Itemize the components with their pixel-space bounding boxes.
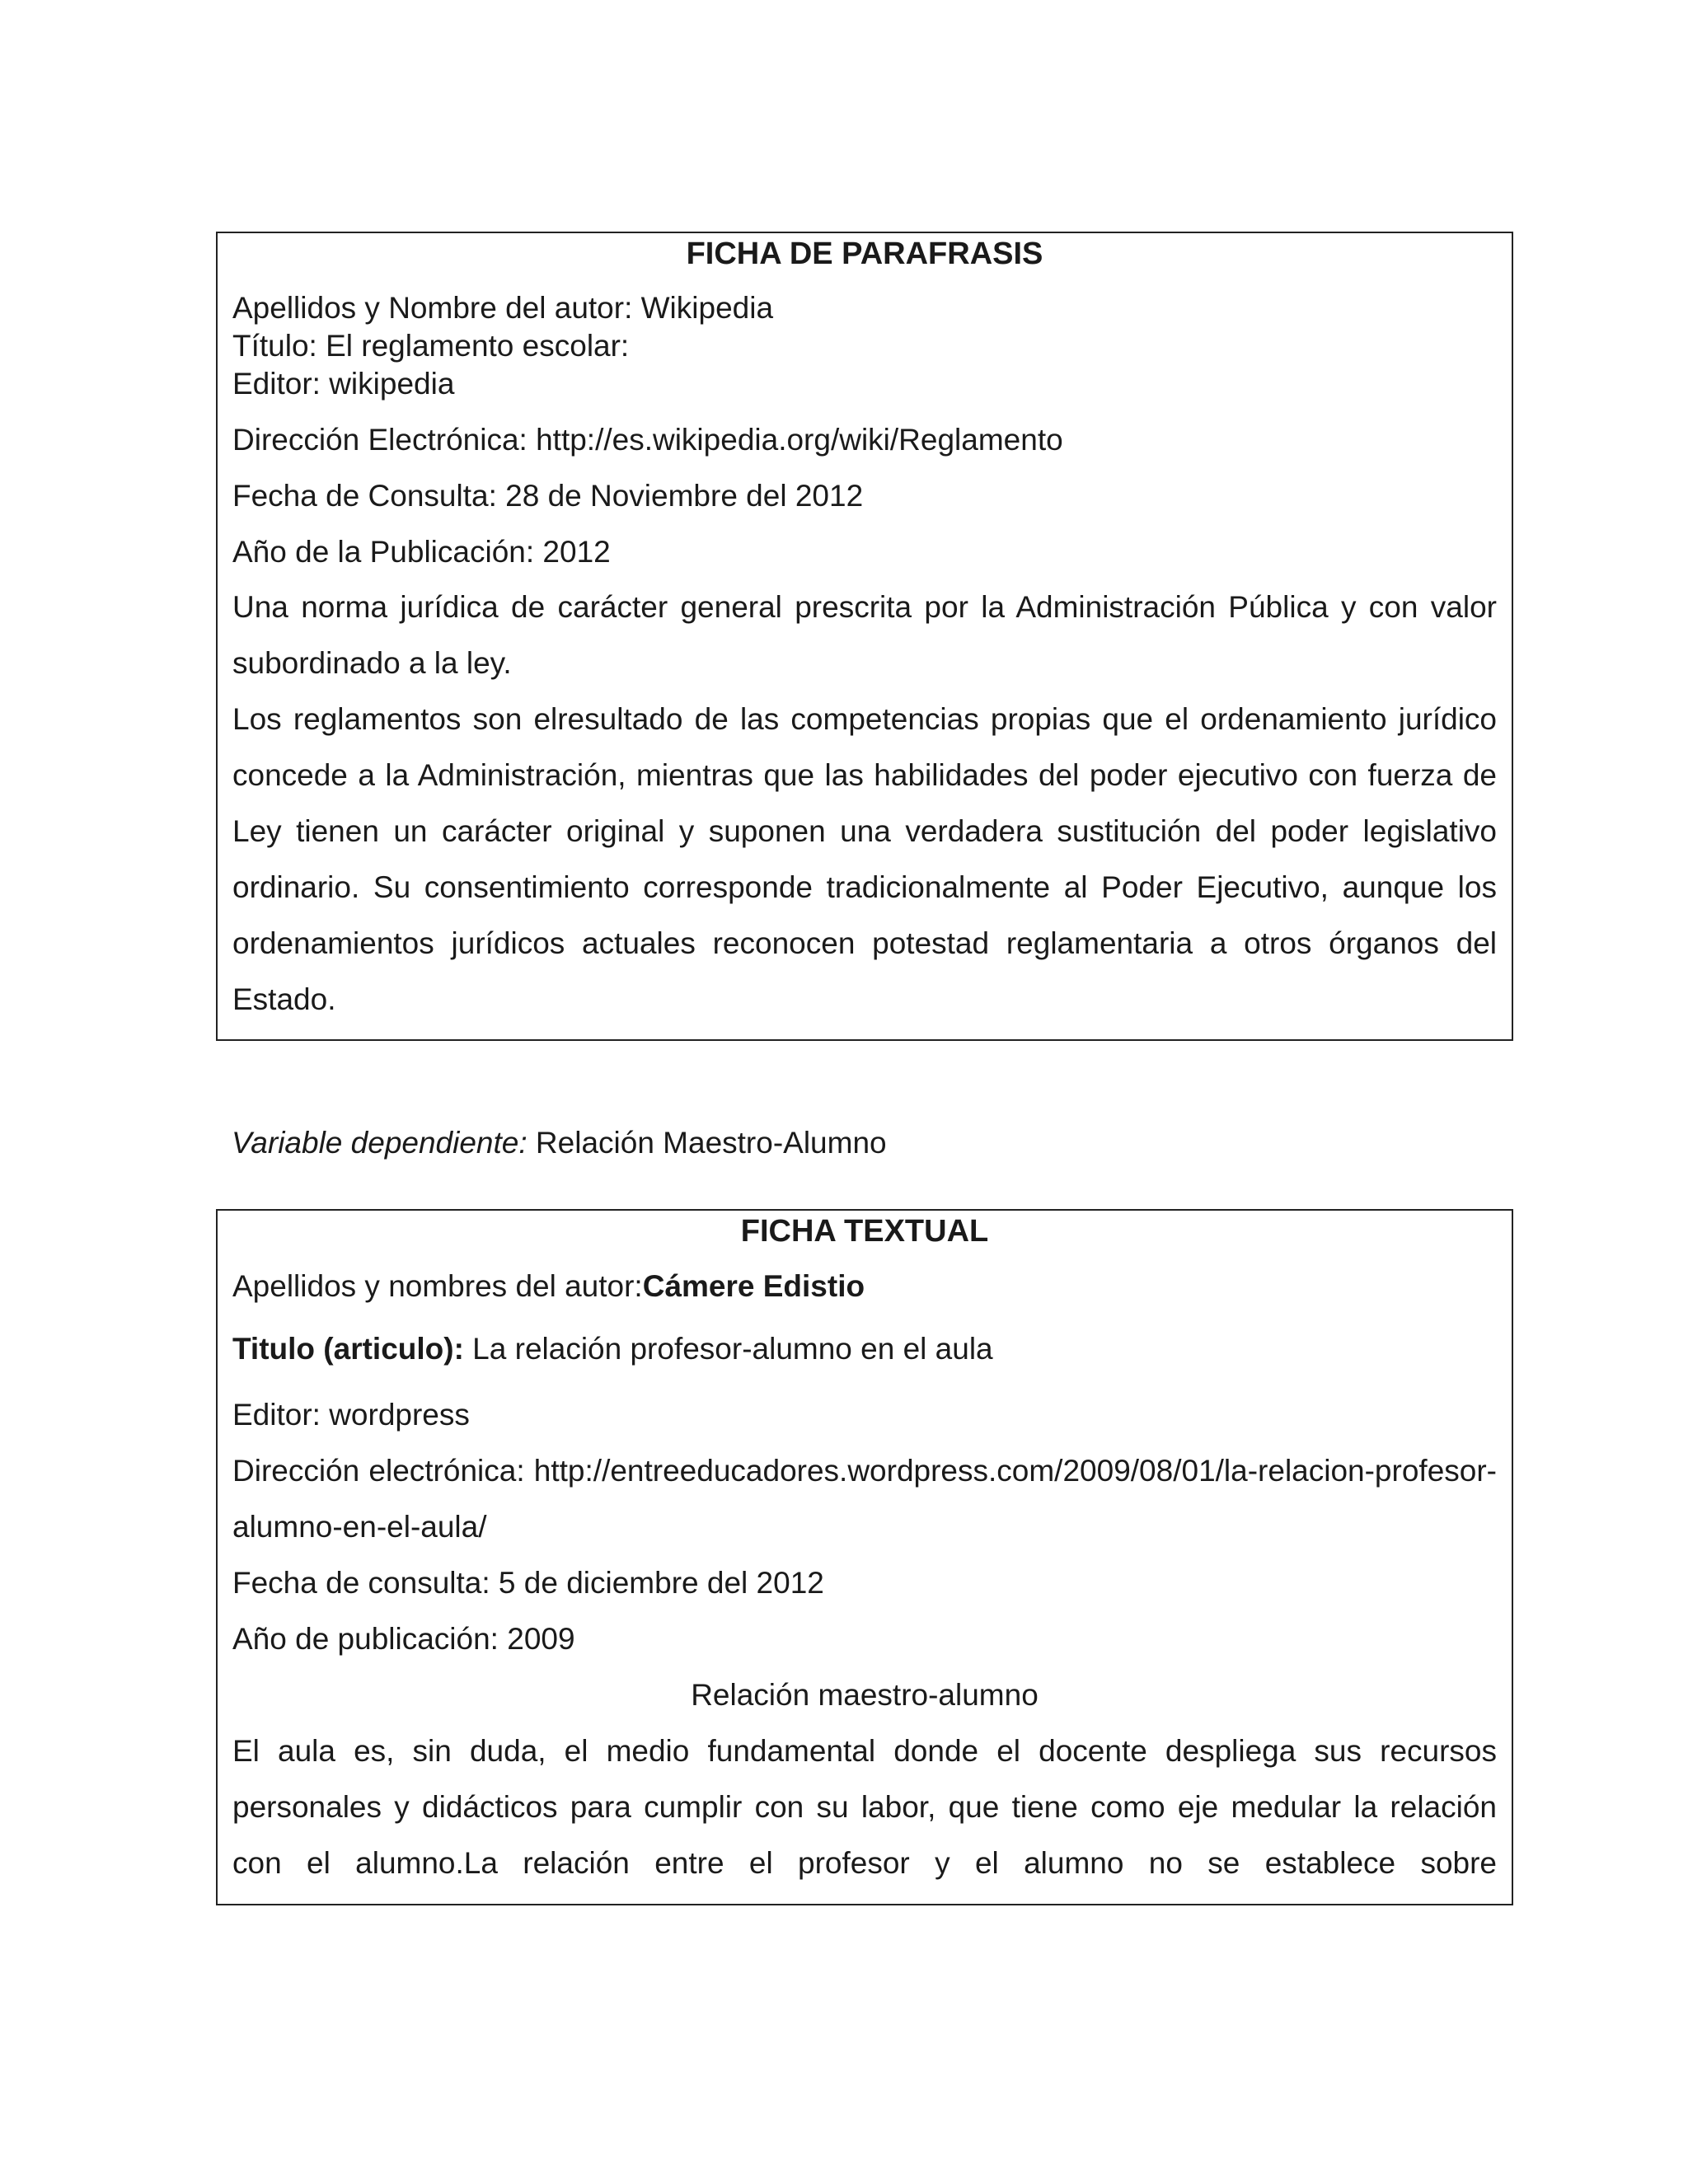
publication-year-line: Año de la Publicación: 2012 [232, 535, 611, 569]
textual-card [216, 1209, 1513, 1905]
consult-date-line: Fecha de Consulta: 28 de Noviembre del 2012 [232, 479, 864, 513]
card-title: FICHA TEXTUAL [740, 1214, 989, 1249]
author-line [232, 1267, 1497, 1306]
author-label: Apellidos y nombres del autor: [232, 1269, 643, 1303]
title-label: Titulo (articulo): [232, 1332, 464, 1366]
paraphrase-paragraph-1: Una norma jurídica de carácter general prescrita por la Administración Pública y con valor subordinado a la ley. [232, 590, 1497, 680]
section-heading: Relación maestro-alumno [691, 1678, 1039, 1712]
title-line [232, 1329, 1497, 1369]
card-title: FICHA DE PARAFRASIS [686, 237, 1043, 271]
editor-line: Editor: wordpress [232, 1398, 470, 1432]
url-line: Dirección electrónica: http://entreeducadores.wordpress.com/2009/08/01/la-relacion-profesor-alumno-en-el-aula/ [232, 1454, 1497, 1544]
publication-year-line: Año de publicación: 2009 [232, 1622, 575, 1656]
consult-date-line: Fecha de consulta: 5 de diciembre del 2012 [232, 1566, 824, 1600]
variable-value: Relación Maestro-Alumno [527, 1126, 887, 1160]
author-value: Cámere Edistio [642, 1269, 865, 1303]
variable-label: Variable dependiente: [232, 1126, 528, 1160]
paraphrase-paragraph-2: Los reglamentos son elresultado de las competencias propias que el ordenamiento jurídico concede a la Administración, mientras que las habilidades del poder ejecutivo con fuerza de Ley tienen un carácter original y suponen una verdadera sustitución del poder legislativo ordinario. Su consentimiento corresponde tradicionalmente al Poder Ejecutivo, aunque los ordenamientos jurídicos actuales reconocen potestad reglamentaria a otros órganos del Estado. [232, 702, 1497, 1016]
author-line: Apellidos y Nombre del autor: Wikipedia [232, 291, 774, 325]
quote-paragraph: El aula es, sin duda, el medio fundamental donde el docente despliega sus recursos personales y didácticos para cumplir con su labor, que tiene como eje medular la relación con el alumno.La relación entre el profesor y el alumno no se establece sobre [232, 1734, 1497, 1880]
editor-line: Editor: wikipedia [232, 367, 455, 401]
title-line: Título: El reglamento escolar: [232, 329, 630, 363]
dependent-variable-line [232, 1122, 887, 1164]
title-value: La relación profesor-alumno en el aula [463, 1332, 993, 1366]
url-line: Dirección Electrónica: http://es.wikipedia.org/wiki/Reglamento [232, 423, 1063, 457]
paraphrase-card [216, 232, 1513, 1041]
